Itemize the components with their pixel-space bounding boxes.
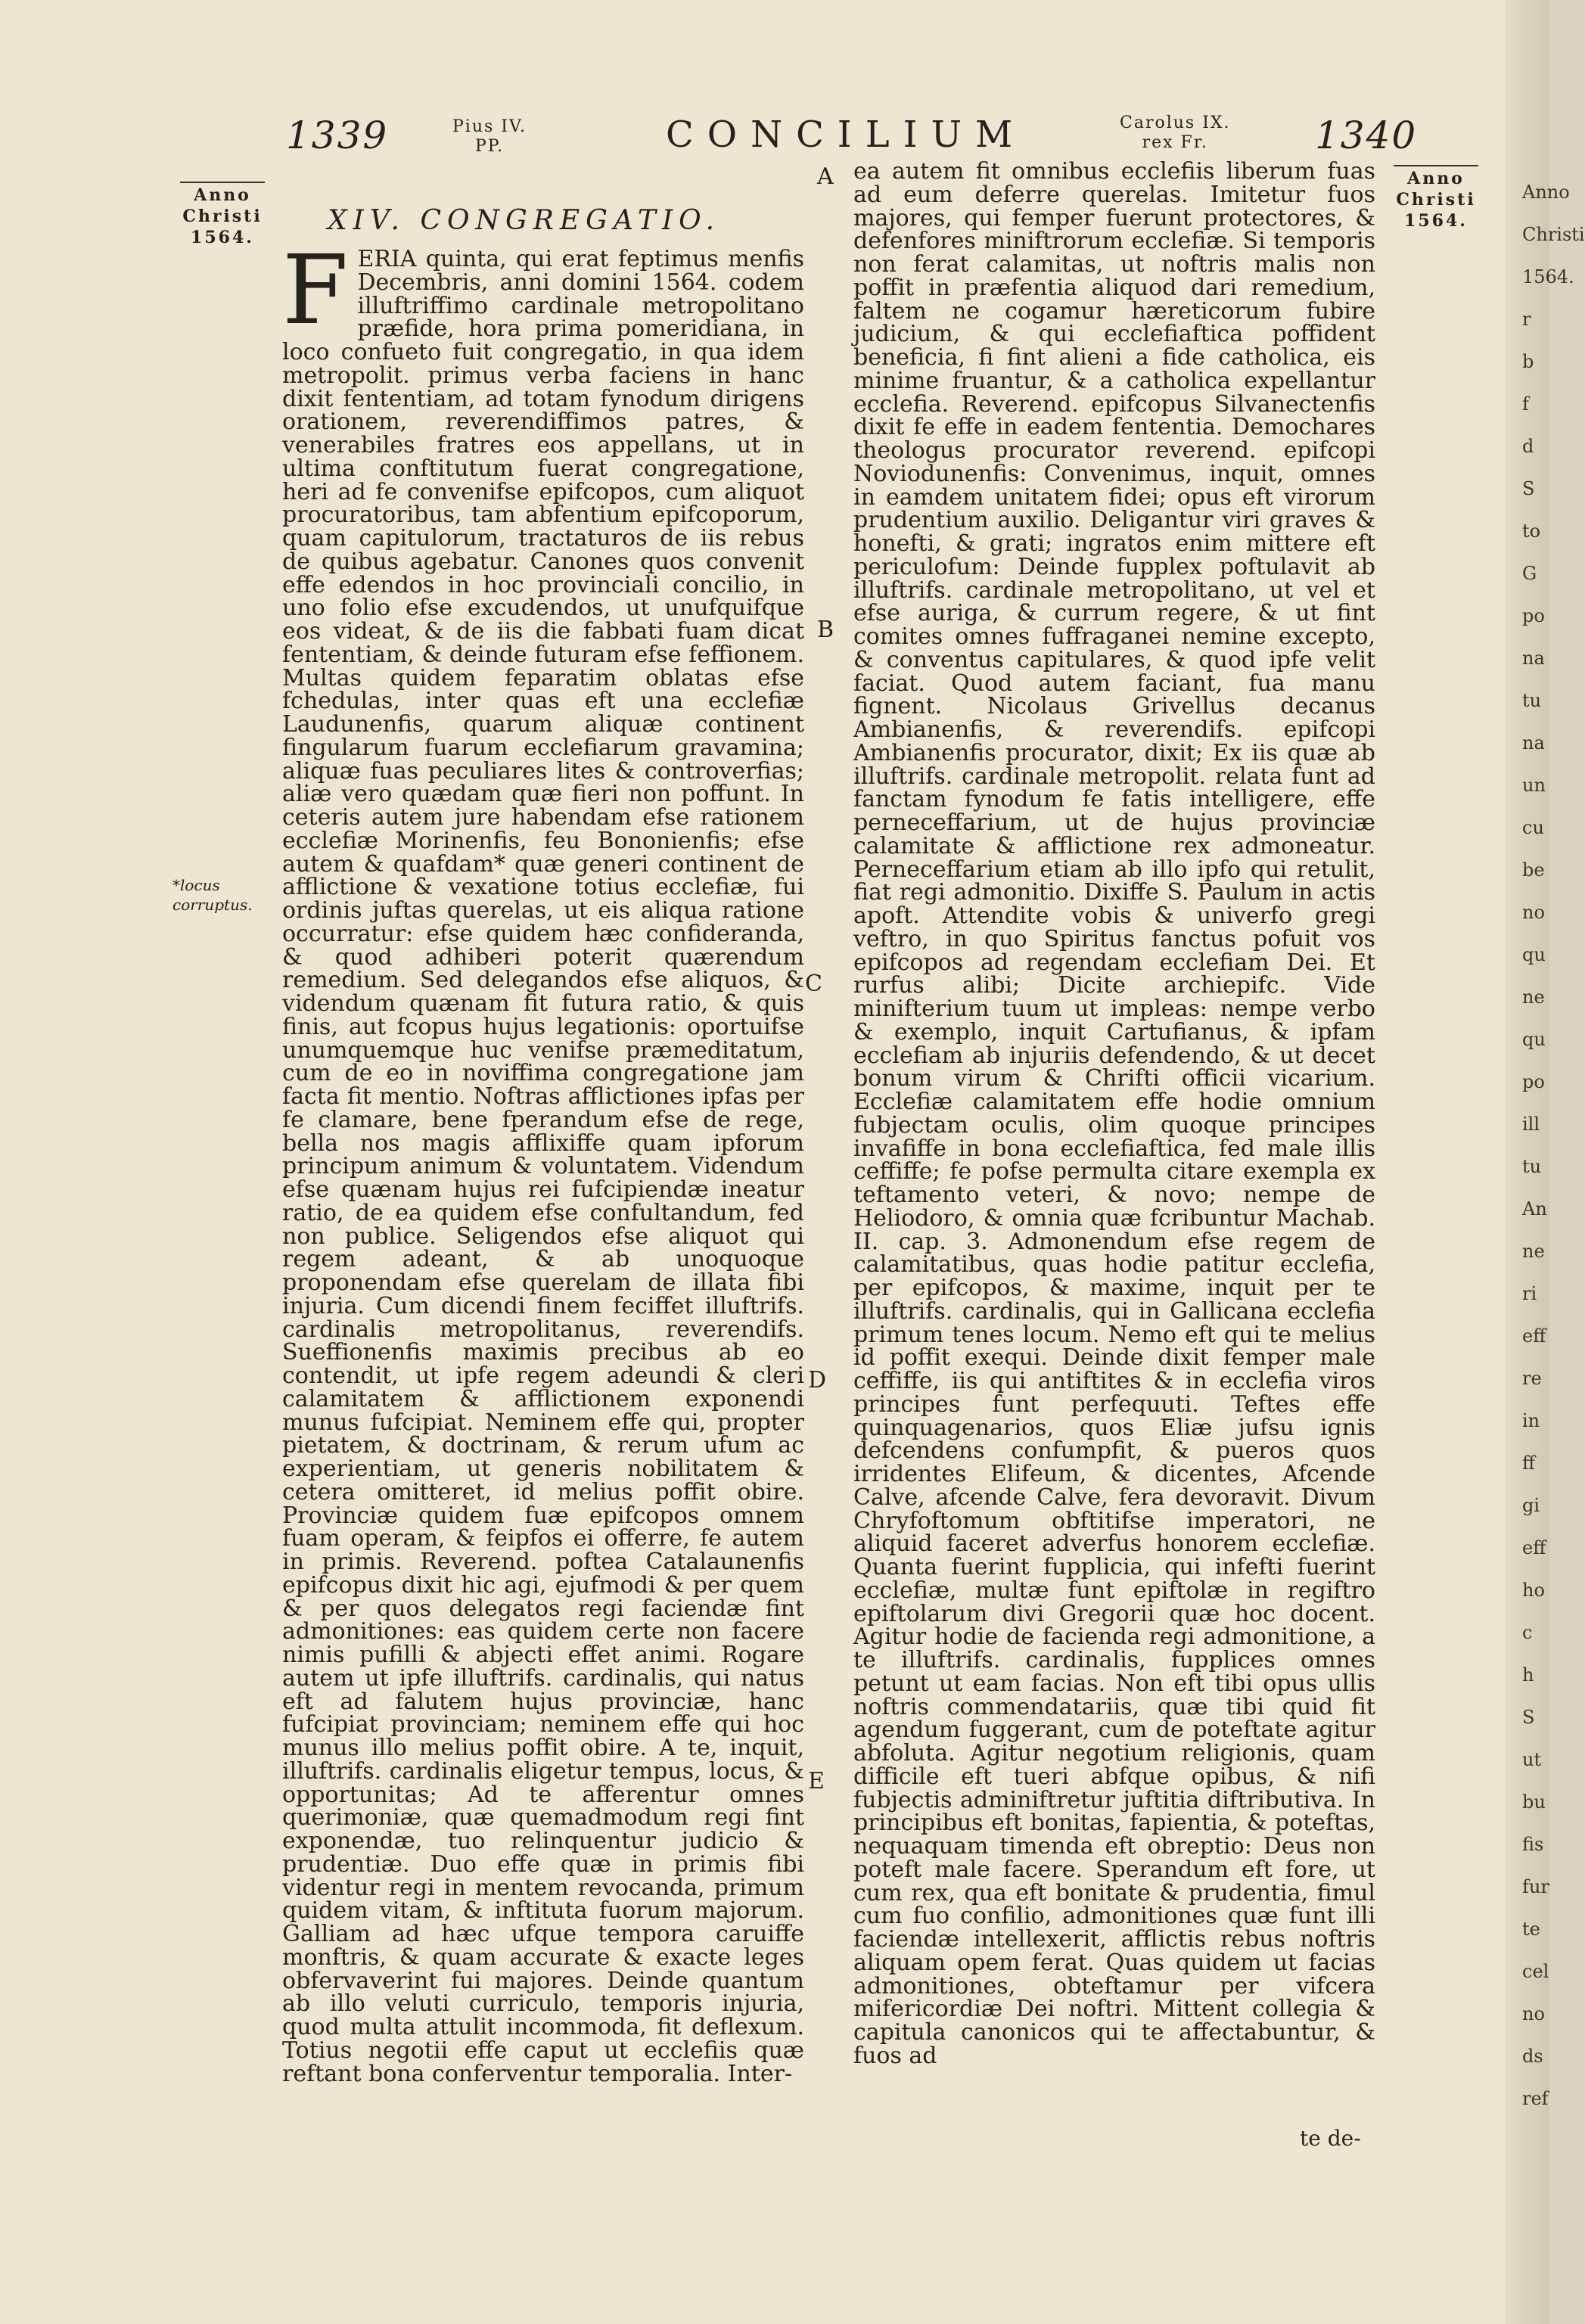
left-column-paragraph xyxy=(282,235,804,2087)
gutter-fragment: tu xyxy=(1522,1156,1542,1177)
gutter-fragment: qu xyxy=(1522,944,1546,965)
gutter-fragment: no xyxy=(1522,2003,1545,2024)
running-head-king xyxy=(1120,113,1231,153)
year-label: 1564. xyxy=(191,228,254,247)
margin-note-locus-corruptus: *locus corruptus. xyxy=(172,876,253,914)
anno-label: Anno xyxy=(1407,169,1465,188)
gutter-fragment: in xyxy=(1522,1410,1540,1431)
gutter-fragment: h xyxy=(1522,1664,1534,1686)
section-letter-c: C xyxy=(805,971,822,997)
gutter-fragment: un xyxy=(1522,775,1546,796)
gutter-fragment: d xyxy=(1522,436,1534,457)
gutter-fragment: na xyxy=(1522,732,1545,753)
page-number-left: 1339 xyxy=(286,113,389,157)
king-name: Carolus IX. xyxy=(1120,113,1231,132)
gutter-fragment: qu xyxy=(1522,1029,1546,1050)
gutter-fragment: G xyxy=(1522,563,1537,584)
gutter-fragment: po xyxy=(1522,1071,1545,1092)
gutter-fragment: b xyxy=(1522,351,1534,372)
gutter-fragment: ill xyxy=(1522,1114,1540,1135)
drop-capital: F xyxy=(282,235,349,346)
section-heading: XIV. CONGREGATIO. xyxy=(328,205,721,236)
gutter-fragment: bu xyxy=(1522,1791,1546,1813)
right-column-paragraph: ea autem fit omnibus ecclefiis liberum fuas ad eum deferre querelas. Imitetur fuos majores, qui femper fuerunt protectores, & defenfores miniftrorum ecclefiæ. Si temporis non ferat calamitas, ut noftris malis non poffit in præfentia aliquod dari remedium, faltem ne cogamur hæreticorum fubire judicium, & qui ecclefiaftica poffident beneficia, fi fint alieni a fide catholica, eis minime fruantur, & a catholica expellantur ecclefia. Reverend. epifcopus Silvanectenfis dixit fe effe in eadem fententia. Demochares theologus procurator reverend. epifcopi Noviodunenfis: Convenimus, inquit, omnes in eamdem unitatem fidei; opus eft virorum prudentium auxilio. Deligantur viri graves & honefti, & grati; ingratos enim mittere eft periculofum: Deinde fupplex poftulavit ab illuftrifs. cardinale metropolitano, ut vel et efse auriga, & currum regere, & ut fint comites omnes fuffraganei nemine excepto, & conventus capitulares, & quod ipfe velit faciat. Quod autem faciant, fua manu fignent. Nicolaus Grivellus decanus Ambianenfis, & reverendifs. epifcopi Ambianenfis procurator, dixit; Ex iis quæ ab illuftrifs. cardinale metropolit. relata funt ad fanctam fynodum fe fatis intelligere, effe perneceffarium, ut de hujus provinciæ calamitate & afflictione rex admoneatur. Perneceffarium etiam ab illo ipfo qui retulit, fiat regi admonitio. Dixiffe S. Paulum in actis apoft. Attendite vobis & univerfo gregi veftro, in quo Spiritus fanctus pofuit vos epifcopos ad regendam ecclefiam Dei. Et rurfus alibi; Dicite archiepifc. Vide minifterium tuum ut impleas: nempe verbo & exemplo, inquit Cartufianus, & ipfam ecclefiam ab injuriis defendendo, & ut decet bonum virum & Chrifti officii vicarium. Ecclefiæ calamitatem effe hodie omnium fubjectam oculis, olim quoque principes invafiffe in bona ecclefiaftica, fed male illis ceffiffe; fe pofse permulta citare exempla ex teftamento veteri, & novo; nempe de Heliodoro, & omnia quæ fcribuntur Machab. II. cap. 3. Admonendum efse regem de calamitatibus, quas hodie patitur ecclefia, per epifcopos, & maxime, inquit per te illuftrifs. cardinalis, qui in Gallicana ecclefia primum tenes locum. Nemo eft qui te melius id poffit exequi. Deinde dixit femper male ceffiffe, iis qui antiftites & in ecclefia viros principes funt perfequuti. Teftes effe quinquagenarios, quos Eliæ jufsu ignis defcendens confumpfit, & pueros quos irridentes Elifeum, & dicentes, Afcende Calve, afcende Calve, fera devoravit. Divum Chryfoftomum obftitifse imperatori, ne aliquid faceret adverfus honorem ecclefiæ. Quanta fuerint fupplicia, qui infefti fuerint ecclefiæ, multæ funt epiftolæ in regiftro epiftolarum divi Gregorii quæ hoc docent. Agitur hodie de facienda regi admonitione, a te illuftrifs. cardinalis, fupplices omnes petunt ut eam facias. Non eft tibi opus ullis noftris commendatariis, quæ tibi quid fit agendum fuggerant, cum de poteftate agitur abfoluta. Agitur negotium religionis, quam difficile eft tueri abfque opibus, & nifi fubjectis adminiftretur juftitia diftributiva. In principibus eft bonitas, fapientia, & poteftas, nequaquam timenda eft obreptio: Deus non poteft male facere. Sperandum eft fore, ut cum rex, qua eft bonitate & prudentia, fimul cum fuo confilio, admonitiones quæ funt illi faciendæ intellexerit, afflictis rebus noftris aliquam opem ferat. Quas quidem ut facias admonitiones, obteftamur per vifcera mifericordiæ Dei noftri. Mittent collegia & capitula canonicos qui te affectabuntur, & fuos ad xyxy=(853,158,1375,2069)
gutter-fragment: to xyxy=(1522,520,1541,542)
gutter-fragment: 1564. xyxy=(1522,266,1574,287)
gutter-fragment: ne xyxy=(1522,1241,1545,1262)
anno-rule xyxy=(1394,165,1478,166)
gutter-fragment: S xyxy=(1522,478,1535,499)
gutter-fragment: ff xyxy=(1522,1452,1536,1474)
gutter-fragment: f xyxy=(1522,393,1529,415)
page-number-right: 1340 xyxy=(1315,113,1418,157)
gutter-fragment: eff xyxy=(1522,1537,1546,1558)
section-letter-e: E xyxy=(808,1768,825,1794)
gutter-fragment: ds xyxy=(1522,2046,1543,2067)
gutter-fragment: c xyxy=(1522,1622,1533,1643)
gutter-fragment: cu xyxy=(1522,817,1544,838)
gutter-fragment: ne xyxy=(1522,986,1545,1008)
section-letter-d: D xyxy=(808,1367,827,1393)
gutter-fragment: S xyxy=(1522,1707,1535,1728)
gutter-fragment: An xyxy=(1522,1198,1547,1219)
pope-name: Pius IV. xyxy=(452,117,527,136)
gutter-fragment: Anno xyxy=(1522,182,1570,203)
gutter-fragment: na xyxy=(1522,648,1545,669)
gutter-fragment: ho xyxy=(1522,1580,1545,1601)
adjacent-page-fragments xyxy=(1506,0,1585,2324)
gutter-fragment: po xyxy=(1522,605,1545,626)
gutter-fragment: eff xyxy=(1522,1325,1546,1347)
gutter-fragment: gi xyxy=(1522,1495,1540,1516)
year-label: 1564. xyxy=(1404,211,1468,231)
gutter-fragment: Christi xyxy=(1522,224,1585,245)
right-text-column xyxy=(853,160,1375,2068)
gutter-fragment: r xyxy=(1522,309,1531,330)
section-letter-a: A xyxy=(817,163,834,190)
left-text-column xyxy=(282,204,804,2086)
gutter-fragment: fur xyxy=(1522,1876,1549,1897)
anno-christi-right xyxy=(1391,165,1481,231)
gutter-fragment: te xyxy=(1522,1919,1540,1940)
running-head-pope xyxy=(452,117,527,157)
anno-rule xyxy=(180,182,265,183)
gutter-fragment: ri xyxy=(1522,1283,1537,1304)
running-title: CONCILIUM xyxy=(666,113,1027,156)
anno-label: Anno xyxy=(194,185,251,205)
pope-title: PP. xyxy=(474,137,505,156)
gutter-fragment: be xyxy=(1522,859,1545,881)
anno-christi-left xyxy=(177,182,268,248)
gutter-fragment: no xyxy=(1522,902,1545,923)
christi-label: Christi xyxy=(182,207,263,226)
gutter-fragment: tu xyxy=(1522,690,1542,711)
left-column-text: ERIA quinta, qui erat feptimus menfis Decembris, anni domini 1564. codem illuftriffimo cardinale metropolitano præfide, hora prima pomeridiana, in loco confueto fuit congregatio, in qua idem metropolit. primus verba faciens in hanc dixit fententiam, ad totam fynodum dirigens orationem, reverendiffimos patres, & venerabiles fratres eos appellans, ut in ultima conftitutum fuerat congregatione, heri ad fe convenifse epifcopos, cum aliquot procuratoribus, tam abfentium epifcoporum, quam capitulorum, tractaturos de iis rebus de quibus agebatur. Canones quos convenit effe edendos in hoc provinciali concilio, in uno folio efse excudendos, ut unufquifque eos videat, & de iis die fabbati fuam dicat fententiam, & deinde futuram efse feffionem. Multas quidem feparatim oblatas efse fchedulas, inter quas eft una ecclefiæ Laudunenfis, quarum aliquæ continent fingularum fuarum ecclefiarum gravamina; aliquæ fuas peculiares lites & controverfias; aliæ vero quædam quæ fieri non poffunt. In ceteris autem jure habendam efse rationem ecclefiæ Morinenfis, feu Bononienfis; efse autem & quafdam* quæ generi continent de afflictione & vexatione totius ecclefiæ, fui ordinis juftas querelas, ut eis aliqua ratione occurratur: efse quidem hæc confideranda, & quod adhiberi poterit quærendum remedium. Sed delegandos efse aliquos, & videndum quænam fit futura ratio, & quis finis, aut fcopus hujus legationis: oportuifse unumquemque huc venifse præmeditatum, cum de eo in noviffima congregatione jam facta fit mentio. Noftras afflictiones ipfas per fe clamare, bene fperandum efse de rege, bella nos magis afflixiffe quam ipforum principum animum & voluntatem. Videndum efse quænam hujus rei fufcipiendæ ineatur ratio, de ea quidem efse confultandum, fed non publice. Seligendos efse aliquot qui regem adeant, & ab unoquoque proponendam efse querelam de illata fibi injuria. Cum dicendi finem feciffet illuftrifs. cardinalis metropolitanus, reverendifs. Sueffionenfis maximis precibus ab eo contendit, ut ipfe regem adeundi & cleri calamitatem & afflictionem exponendi munus fufcipiat. Neminem effe qui, propter pietatem, & doctrinam, & rerum ufum ac experientiam, ut generis nobilitatem & cetera omitteret, id melius poffit obire. Provinciæ quidem fuæ epifcopos omnem fuam operam, & feipfos ei offerre, fe autem in primis. Reverend. poftea Catalaunenfis epifcopus dixit hic agi, ejufmodi & per quem & per quos delegatos regi faciendæ fint admonitiones: eas quidem certe non facere nimis pufilli & abjecti effet animi. Rogare autem ut ipfe illuftrifs. cardinalis, qui natus eft ad falutem hujus provinciæ, hanc fufcipiat provinciam; neminem effe qui hoc munus illo melius poffit obire. A te, inquit, illuftrifs. cardinalis eligetur tempus, locus, & opportunitas; Ad te afferentur omnes querimoniæ, quæ quemadmodum regi fint exponendæ, tuo relinquentur judicio & prudentiæ. Duo effe quæ in primis fibi videntur regi in mentem revocanda, primum quidem vitam, & inftituta fuorum majorum. Galliam ad hæc ufque tempora caruiffe monftris, & quam accurate & exacte leges obfervaverint fui majores. Deinde quantum ab illo veluti curriculo, temporis injuria, quod multa attulit incommoda, fit deflexum. Totius negotii effe caput ut ecclefiis quæ reftant bona conferventur temporalia. Inter- xyxy=(282,246,804,2087)
gutter-fragment: ref xyxy=(1522,2088,1549,2109)
section-letter-b: B xyxy=(817,617,834,643)
gutter-fragment: re xyxy=(1522,1368,1542,1389)
catchword: te de- xyxy=(1300,2126,1361,2151)
gutter-fragment: cel xyxy=(1522,1961,1549,1982)
gutter-fragment: ut xyxy=(1522,1749,1542,1770)
king-title: rex Fr. xyxy=(1142,133,1208,152)
christi-label: Christi xyxy=(1396,190,1476,210)
gutter-fragment: fis xyxy=(1522,1834,1544,1855)
